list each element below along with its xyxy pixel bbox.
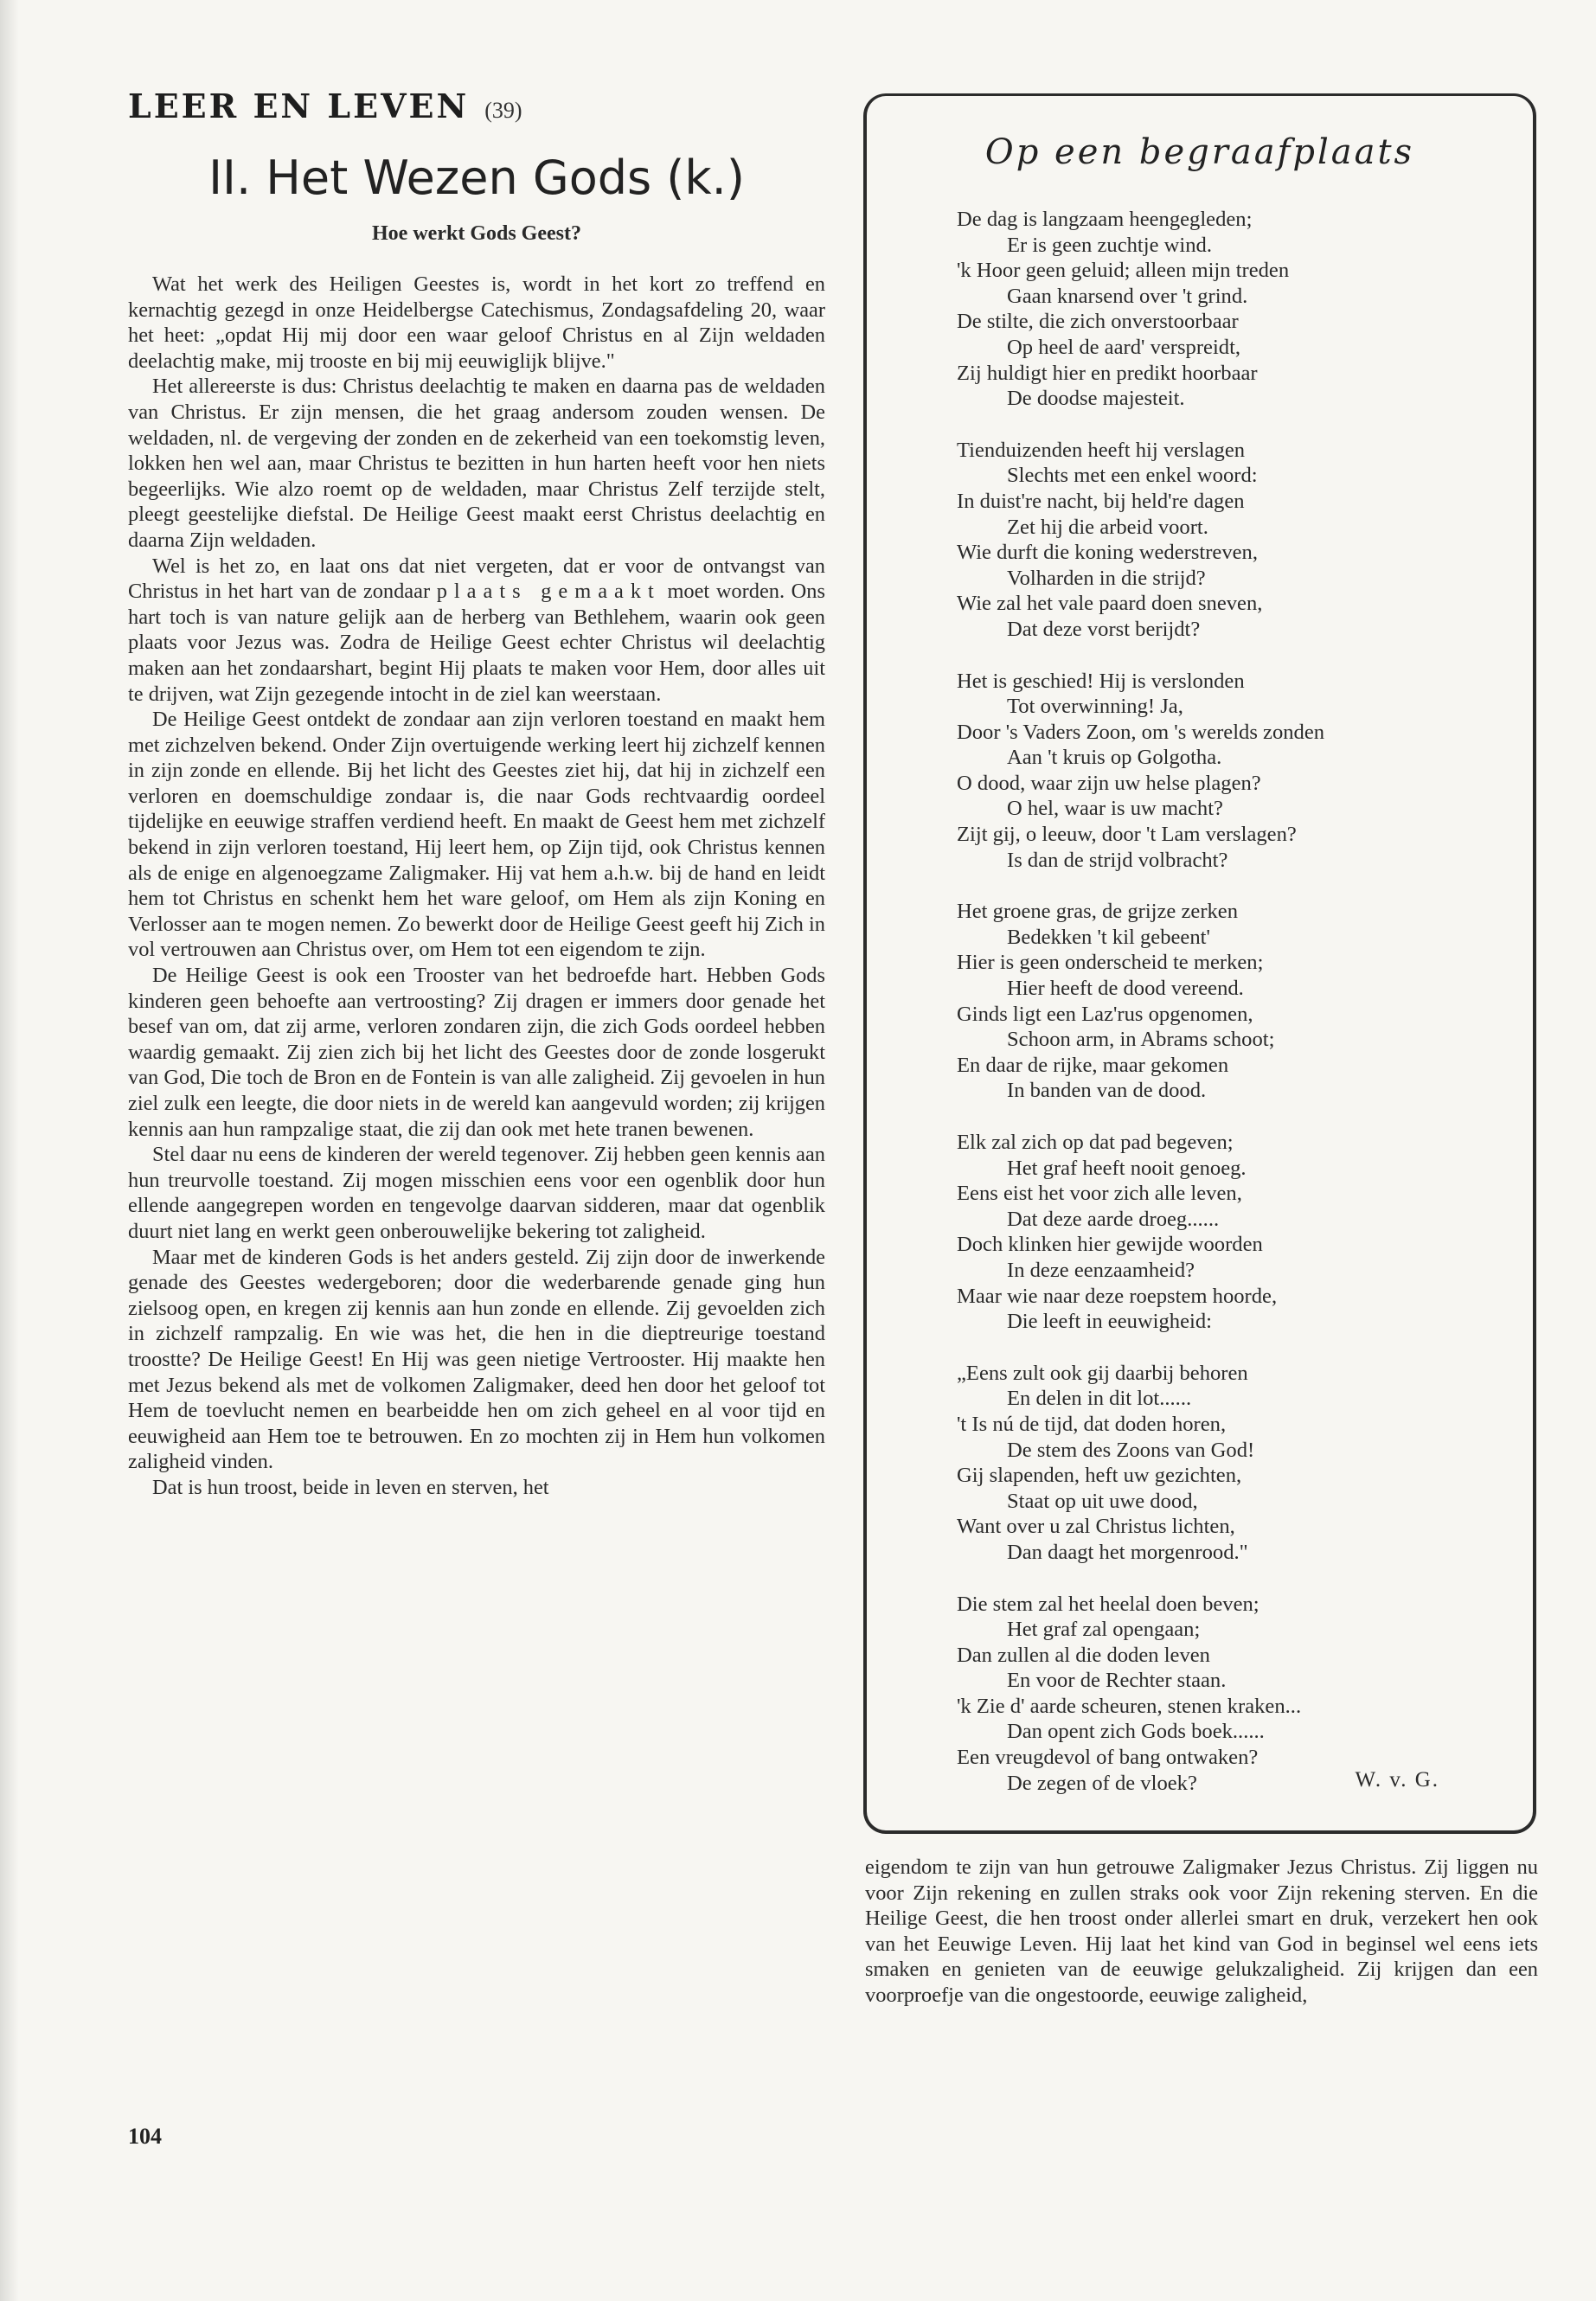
paragraph: De Heilige Geest is ook een Trooster van het bedroefde hart. Hebben Gods kinderen geen behoefte aan vertroosting? Zij dragen er immers door genade het besef van om, dat zij arme, verloren zondaren zijn, die zich Gods oordeel hebben waardig gemaakt. Zij zien zich bij het licht des Geestes door de zonde losgerukt van God, Die toch de Bron en de Fontein is van alle zaligheid. Zij gevoelen in hun ziel zulk een leegte, die door niets in de wereld kan aangevuld worden; zij krijgen kennis aan hun rampzalige staat, die zij dan ook met hete tranen bewenen. xyxy=(128,964,825,1141)
poem-line: Is dan de strijd volbracht? xyxy=(1007,848,1228,872)
poem-line: Gaan knarsend over 't grind. xyxy=(1007,284,1248,308)
poem-line: Door 's Vaders Zoon, om 's werelds zonden xyxy=(957,720,1325,744)
poem-line: Aan 't kruis op Golgotha. xyxy=(1007,746,1222,770)
poem-line: „Eens zult ook gij daarbij behoren xyxy=(957,1361,1248,1385)
poem-line: De stilte, die zich onverstoorbaar xyxy=(957,310,1239,334)
poem-line: 'k Hoor geen geluid; alleen mijn treden xyxy=(957,259,1290,283)
poem-line: Wie durft die koning wederstreven, xyxy=(957,541,1258,565)
poem-line: Slechts met een enkel woord: xyxy=(1007,464,1258,488)
poem-line: Dan opent zich Gods boek...... xyxy=(1007,1720,1265,1744)
poem-line: En voor de Rechter staan. xyxy=(1007,1669,1227,1693)
poem-line: Volharden in die strijd? xyxy=(1007,566,1206,590)
poem-line: Het graf zal opengaan; xyxy=(1007,1618,1201,1642)
poem-line: Wie zal het vale paard doen sneven, xyxy=(957,592,1263,616)
poem-line: Die leeft in eeuwigheid: xyxy=(1007,1310,1212,1334)
paragraph: Stel daar nu eens de kinderen der wereld tegenover. Zij hebben geen kennis aan hun treurvolle toestand. Zij mogen misschien eens voor een ogenblik door hun ellende aangegrepen worden en tengevolge daarvan sidderen, maar dat ogenblik duurt niet lang en werkt geen onberouwelijke bekering tot zaligheid. xyxy=(128,1143,825,1243)
poem-author: W. v. G. xyxy=(1355,1768,1439,1791)
paragraph xyxy=(128,554,825,708)
poem-stanza xyxy=(957,1130,1519,1335)
poem-line: Maar wie naar deze roepstem hoorde, xyxy=(957,1284,1278,1308)
poem-line: Staat op uit uwe dood, xyxy=(1007,1489,1198,1513)
poem-title: Op een begraafplaats xyxy=(984,132,1415,172)
poem-line: O hel, waar is uw macht? xyxy=(1007,797,1223,821)
poem-stanza xyxy=(957,207,1519,412)
poem-line: In deze eenzaamheid? xyxy=(1007,1258,1195,1282)
article-column xyxy=(128,87,825,1501)
article-body xyxy=(128,272,825,1501)
poem-line: O dood, waar zijn uw helse plagen? xyxy=(957,771,1261,795)
paragraph: Het allereerste is dus: Christus deelachtig te maken en daarna pas de weldaden van Christus. Er zijn mensen, die het graag andersom zouden wensen. De weldaden, nl. de vergeving der zonden en de zekerheid van een toekomstig leven, lokken hen wel aan, maar Christus te bezitten in hun harten heeft voor hen niets begeerlijks. Wie alzo roemt op de weldaden, maar Christus Zelf terzijde stelt, pleegt geestelijke diefstal. De Heilige Geest maakt eerst Christus deelachtig en daarna Zijn weldaden. xyxy=(128,375,825,552)
series-header xyxy=(128,87,825,131)
paragraph: Wat het werk des Heiligen Geestes is, wordt in het kort zo treffend en kernachtig gezegd in onze Heidelbergse Catechismus, Zondagsafdeling 20, waar het heet: „opdat Hij mij door een waar geloof Christus en al Zijn weldaden deelachtig make, mij trooste en bij mij eeuwiglijk blijve." xyxy=(128,272,825,373)
poem-stanza xyxy=(957,438,1519,643)
poem-line: En delen in dit lot...... xyxy=(1007,1387,1192,1411)
poem-line: De zegen of de vloek? xyxy=(1007,1771,1197,1795)
poem-stanzas xyxy=(957,207,1519,1822)
paragraph-text: moet worden. Ons hart toch is van nature gelijk aan de herberg van Bethlehem, waarin ook geen plaats voor Jezus was. Zodra de Heilige Geest echter Christus wil deelachtig maken aan het zondaarshart, begint Hij plaats te maken voor Hem, door alles uit te drijven, wat Zijn gezegende intocht in de ziel kan weerstaan. xyxy=(128,580,825,706)
poem-line: Zet hij die arbeid voort. xyxy=(1007,515,1208,539)
poem-line: Doch klinken hier gewijde woorden xyxy=(957,1233,1263,1257)
paragraph: Maar met de kinderen Gods is het anders gesteld. Zij zijn door de inwerkende genade des Geestes wedergeboren; door die wederbarende genade ging hun zielsoog open, en kregen zij kennis aan hun zonde en ellende. Zij gevoelden zich in zichzelf rampzalig. En wie was het, die hen in die dieptreurige toestand troostte? De Heilige Geest! En Hij was geen nietige Vertrooster. Hij maakte hen met Jezus bekend als met de volkomen Zaligmaker, deed hen door het geloof tot Hem de toevlucht nemen en bearbeidde hen om zich geheel en al voor tijd en eeuwigheid aan Hem toe te betrouwen. En zo mochten zij in Hem hun volkomen zaligheid vinden. xyxy=(128,1245,825,1474)
poem-line: Dat deze vorst berijdt? xyxy=(1007,617,1201,641)
poem-line: De doodse majesteit. xyxy=(1007,387,1185,411)
page-number: 104 xyxy=(128,2124,162,2149)
poem-line: Hier is geen onderscheid te merken; xyxy=(957,951,1264,975)
poem-line: Dat deze aarde droeg...... xyxy=(1007,1207,1220,1231)
poem-line: Tienduizenden heeft hij verslagen xyxy=(957,438,1246,462)
poem-line: Het groene gras, de grijze zerken xyxy=(957,900,1239,924)
poem-line: Eens eist het voor zich alle leven, xyxy=(957,1182,1242,1206)
poem-line: 't Is nú de tijd, dat doden horen, xyxy=(957,1412,1227,1436)
poem-line: In duist're nacht, bij held're dagen xyxy=(957,489,1245,513)
poem-line: Die stem zal het heelal doen beven; xyxy=(957,1592,1259,1616)
poem-line: Zij huldigt hier en predikt hoorbaar xyxy=(957,361,1258,385)
poem-line: Hier heeft de dood vereend. xyxy=(1007,977,1244,1001)
poem-line: Schoon arm, in Abrams schoot; xyxy=(1007,1028,1275,1052)
poem-line: Het graf heeft nooit genoeg. xyxy=(1007,1156,1247,1180)
poem-line: En daar de rijke, maar gekomen xyxy=(957,1053,1229,1077)
paragraph: De Heilige Geest ontdekt de zondaar aan zijn verloren toestand en maakt hem met zichzelven bekend. Onder Zijn overtuigende werking leert hij zichzelf kennen in zijn zonde en ellende. Bij het licht des Geestes ziet hij, dat hij in zichzelf een verloren en doemschuldige zondaar is, die naar Gods rechtvaardig oordeel tijdelijke en eeuwige straffen verdiend heeft. En maakt de Geest hem met zichzelf bekend in zijn verloren toestand, Hij leert hem, op Zijn tijd, ook Christus kennen als de enige en algenoegzame Zaligmaker. Hij vat hem a.h.w. bij de hand en leidt hem tot Christus en schenkt hem het ware geloof, om Hem als zijn Koning en Verlosser aan te mogen nemen. Zo bewerkt door de Heilige Geest geeft hij Zich in vol vertrouwen aan Christus over, om Hem tot een eigendom te zijn. xyxy=(128,708,825,962)
poem-line: Een vreugdevol of bang ontwaken? xyxy=(957,1746,1259,1770)
poem-line: Bedekken 't kil gebeent' xyxy=(1007,925,1210,949)
poem-line: De dag is langzaam heengegleden; xyxy=(957,208,1253,231)
poem-stanza xyxy=(957,1361,1519,1566)
poem-line: Elk zal zich op dat pad begeven; xyxy=(957,1131,1234,1154)
poem-line: Het is geschied! Hij is verslonden xyxy=(957,669,1245,693)
poem-line: Ginds ligt een Laz'rus opgenomen, xyxy=(957,1002,1253,1026)
paragraph-text: Wel is het zo, en laat ons dat niet vergeten, dat er voor de ontvangst van Christus in het hart van de zondaar xyxy=(128,554,825,604)
series-title: LEER EN LEVEN xyxy=(128,87,470,125)
article-subtitle: Hoe werkt Gods Geest? xyxy=(372,222,581,245)
poem-line: In banden van de dood. xyxy=(1007,1079,1207,1103)
paragraph: Dat is hun troost, beide in leven en sterven, het xyxy=(152,1475,549,1499)
poem-line: Er is geen zuchtje wind. xyxy=(1007,233,1212,257)
poem-stanza xyxy=(957,1592,1519,1797)
poem-line: Op heel de aard' verspreidt, xyxy=(1007,335,1241,359)
poem-box xyxy=(863,93,1536,1834)
poem-line: Dan daagt het morgenrood." xyxy=(1007,1540,1248,1564)
series-number: (39) xyxy=(484,98,522,123)
poem-line: Zijt gij, o leeuw, door 't Lam verslagen? xyxy=(957,823,1297,847)
poem-line: Want over u zal Christus lichten, xyxy=(957,1515,1235,1539)
poem-stanza xyxy=(957,899,1519,1104)
poem-line: Tot overwinning! Ja, xyxy=(1007,695,1183,719)
article-title: II. Het Wezen Gods (k.) xyxy=(208,151,745,205)
poem-line: De stem des Zoons van God! xyxy=(1007,1438,1255,1462)
poem-stanza xyxy=(957,669,1519,874)
poem-line: 'k Zie d' aarde scheuren, stenen kraken... xyxy=(957,1694,1302,1718)
poem-line: Dan zullen al die doden leven xyxy=(957,1643,1210,1667)
continuation-text: eigendom te zijn van hun getrouwe Zaligmaker Jezus Christus. Zij liggen nu voor Zijn rekening en zullen straks ook voor Zijn rekening sterven. En die Heilige Geest, die hen troost onder allerlei smart en druk, verzekert hen ook van het Eeuwige Leven. Hij laat het kind van God in beginsel wel eens iets smaken en genieten van de eeuwige gelukzaligheid. Zij krijgen dan een voorproefje van die ongestoorde, eeuwige zaligheid, xyxy=(865,1856,1538,2007)
poem-line: Gij slapenden, heft uw gezichten, xyxy=(957,1464,1242,1488)
article-continuation xyxy=(865,1855,1538,2009)
spaced-emphasis: plaats gemaakt xyxy=(436,580,661,604)
